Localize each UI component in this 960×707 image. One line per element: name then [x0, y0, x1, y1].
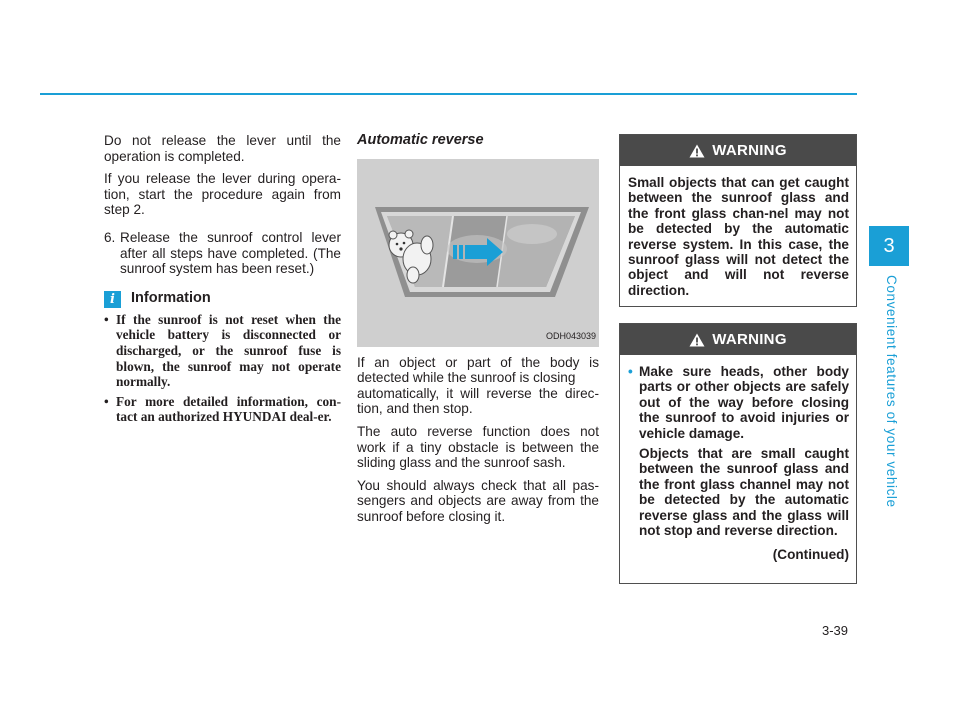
sunroof-illustration — [357, 159, 599, 347]
section-heading: Automatic reverse — [357, 132, 484, 148]
info-icon: i — [104, 291, 121, 308]
warning-text: Objects that are small caught between the sunroof glass and the front glass channel may not be detected by the automatic reverse glass and the glass will not stop and reverse direction. — [639, 446, 849, 539]
warning-header — [620, 324, 856, 355]
step-6 — [104, 230, 341, 277]
left-column — [104, 133, 341, 429]
bullet: • — [628, 364, 633, 379]
list-item-text: If the sunroof is not reset when the vehicle battery is disconnected or discharged, or the sunroof fuse is blown, the sunroof may not operate normally. — [116, 311, 341, 390]
warning-triangle-icon — [689, 333, 705, 347]
top-rule — [40, 93, 857, 95]
warning-title: WARNING — [712, 142, 787, 159]
warning-text: Make sure heads, other body parts or other objects are safely out of the way before closing the sunroof to avoid injuries or vehicle damage. — [639, 364, 849, 441]
bullet: • — [104, 311, 109, 327]
section-title: Convenient features of your vehicle — [884, 275, 899, 508]
warning-text: Small objects that can get caught between the sunroof glass and the front glass chan-nel may not be detected by the automatic reverse system. In this case, the sunroof glass will not detect the object and will not reverse direction. — [628, 175, 849, 298]
middle-column — [357, 133, 599, 532]
continued-label: (Continued) — [772, 547, 849, 563]
list-item-text: For more detailed information, con-tact an authorized HYUNDAI deal-er. — [116, 393, 341, 425]
page-number: 3-39 — [822, 623, 849, 638]
warning-box — [619, 323, 857, 584]
step-number: 6. — [104, 229, 116, 245]
paragraph: automatically, it will reverse the direc-tion, and then stop. — [357, 385, 599, 417]
warning-content — [620, 355, 856, 563]
warning-title: WARNING — [712, 331, 787, 348]
step-text: Release the sunroof control lever after all steps have completed. (The sunroof system has been reset.) — [120, 229, 341, 277]
sunroof-diagram — [357, 159, 599, 347]
warning-triangle-icon — [689, 144, 705, 158]
information-header — [104, 291, 341, 308]
warning-header — [620, 135, 856, 166]
information-list — [104, 312, 341, 425]
list-item — [104, 394, 341, 425]
bullet: • — [104, 393, 109, 409]
list-item — [104, 312, 341, 390]
paragraph: The auto reverse function does not work if a tiny obstacle is between the sliding glass and the sunroof sash. — [357, 423, 599, 471]
chapter-tab: 3 — [869, 226, 909, 266]
paragraph: If an object or part of the body is detected while the sunroof is closing — [357, 354, 599, 386]
paragraph: If you release the lever during opera-tion, start the procedure again from step 2. — [104, 171, 341, 218]
figure-code: ODH043039 — [545, 331, 596, 341]
information-title: Information — [131, 290, 211, 307]
warning-item — [628, 364, 849, 543]
paragraph: Do not release the lever until the operation is completed. — [104, 133, 341, 164]
paragraph: You should always check that all pas-sengers and objects are away from the sunroof before closing it. — [357, 477, 599, 524]
warning-box — [619, 134, 857, 307]
